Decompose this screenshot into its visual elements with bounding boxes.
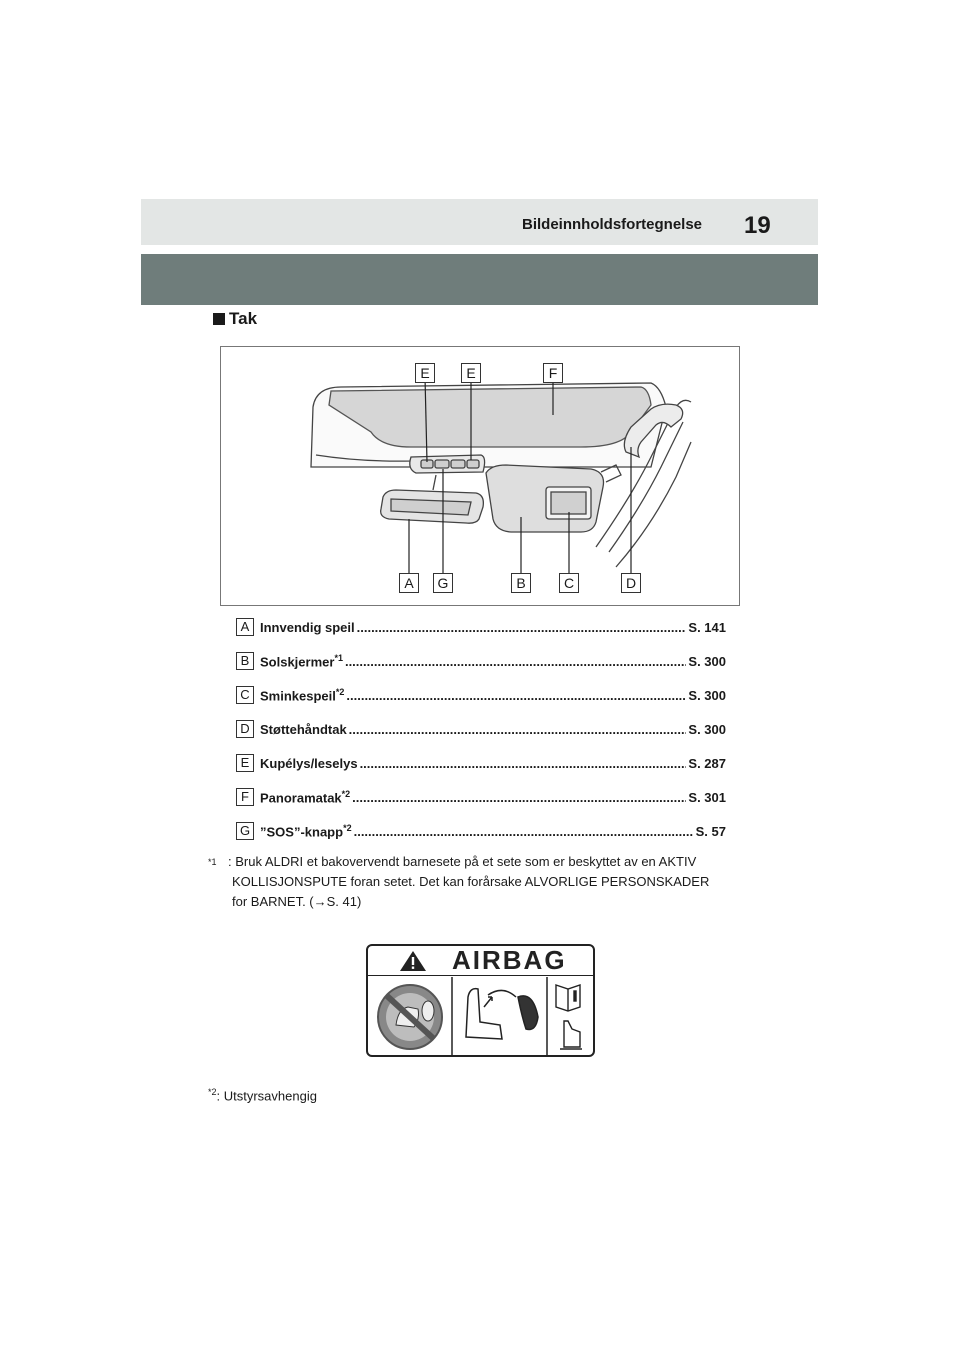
page-number: 19: [744, 212, 771, 239]
read-manual-icon: [556, 985, 582, 1049]
airbag-title: AIRBAG: [452, 945, 567, 975]
callout-f: F: [543, 363, 563, 383]
header-title: Bildeinnholdsfortegnelse: [522, 216, 703, 233]
item-name: Solskjermer$^{*1}$: [260, 652, 343, 670]
list-item: [236, 616, 726, 638]
footnote-marker: *2: [343, 822, 352, 833]
leader-dots: [349, 722, 687, 737]
item-page-ref[interactable]: S. 300: [688, 687, 726, 703]
list-item: [236, 650, 726, 672]
item-key: D: [236, 720, 254, 738]
callout-g: G: [433, 573, 453, 593]
item-name: Panoramatak$^{*2}$: [260, 788, 351, 806]
callout-e-right: E: [461, 363, 481, 383]
footnote-1-marker: *1: [208, 857, 217, 867]
list-item: [236, 820, 726, 842]
callout-a: A: [399, 573, 419, 593]
footnote-1-line1: : Bruk ALDRI et bakovervendt barnesete på et sete som er beskyttet av en AKTIV: [228, 854, 697, 869]
list-item: [236, 786, 726, 808]
leader-dots: [357, 620, 687, 635]
footnote-1: [208, 852, 710, 909]
list-item: [236, 752, 726, 774]
list-item: [236, 718, 726, 740]
leader-dots: [352, 790, 686, 805]
section-title: Tak: [229, 309, 258, 328]
footnote-1-line3: for BARNET. (→S. 41): [232, 894, 362, 909]
item-key: E: [236, 754, 254, 772]
airbag-label-header: [368, 946, 593, 976]
item-page-ref[interactable]: S. 301: [688, 789, 726, 805]
warning-triangle-icon: [398, 949, 428, 973]
item-page-ref[interactable]: S. 300: [688, 721, 726, 737]
leader-dots: [345, 654, 686, 669]
item-page-ref[interactable]: S. 300: [688, 653, 726, 669]
footnote-2-text: : Utstyrsavhengig: [216, 1088, 317, 1104]
callout-d: D: [621, 573, 641, 593]
section-banner: [141, 254, 818, 305]
item-key: B: [236, 652, 254, 670]
square-bullet-icon: [213, 313, 225, 325]
footnote-marker: *2: [335, 686, 345, 697]
leader-dots: [360, 756, 687, 771]
item-key: A: [236, 618, 254, 636]
callout-c: C: [559, 573, 579, 593]
airbag-warning-label: [366, 944, 595, 1057]
item-page-ref[interactable]: S. 141: [688, 619, 726, 635]
header-band: [141, 199, 818, 245]
item-name: Kupélys/leselys: [260, 755, 358, 771]
item-key: F: [236, 788, 254, 806]
footnote-marker: *2: [341, 788, 351, 799]
callout-b: B: [511, 573, 531, 593]
footnote-marker: *1: [334, 652, 343, 663]
seat-airbag-icon: [466, 989, 538, 1039]
item-name: Sminkespeil$^{*2}$: [260, 686, 345, 704]
leader-dots: [354, 824, 694, 839]
footnote-2: [208, 1082, 317, 1106]
leader-dots: [346, 688, 686, 703]
item-name: Støttehåndtak: [260, 721, 347, 737]
footnote-1-line2: KOLLISJONSPUTE foran setet. Det kan forårsake ALVORLIGE PERSONSKADER: [232, 874, 710, 889]
footnote-2-marker: *2: [208, 1087, 217, 1097]
item-page-ref[interactable]: S. 287: [688, 755, 726, 771]
section-heading: [213, 309, 257, 329]
item-name: ”SOS”-knapp$^{*2}$: [260, 822, 352, 840]
roof-drawing: [221, 347, 741, 607]
item-key: C: [236, 686, 254, 704]
callout-e-left: E: [415, 363, 435, 383]
item-key: G: [236, 822, 254, 840]
item-name: Innvendig speil: [260, 619, 355, 635]
no-rear-facing-seat-icon: [378, 985, 442, 1049]
airbag-pictograms: [368, 977, 595, 1057]
item-page-ref[interactable]: S. 57: [695, 823, 726, 839]
list-item: [236, 684, 726, 706]
roof-illustration: [220, 346, 740, 606]
